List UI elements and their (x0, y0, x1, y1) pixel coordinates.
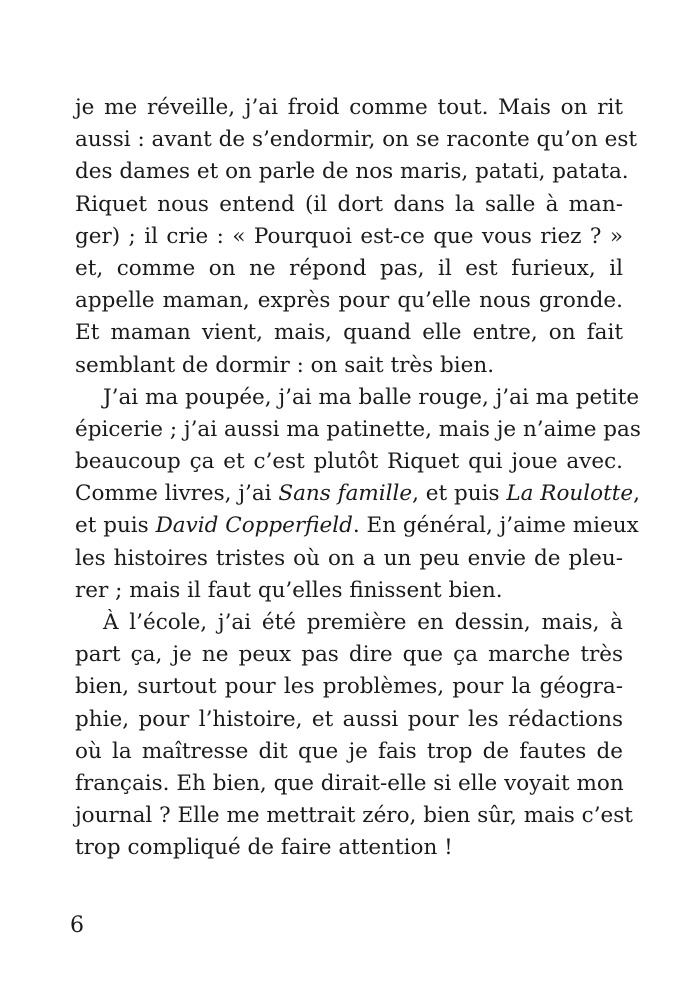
text-segment: et puis (75, 513, 156, 539)
text-line: journal ? Elle me mettrait zéro, bien sûr, mais c’est (75, 803, 633, 829)
book-title: La Roulotte (506, 481, 634, 507)
text-segment: , (633, 481, 640, 507)
text-line: où la maîtresse dit que je fais trop de fautes de (75, 738, 623, 764)
text-segment: . En général, j’aime mieux (352, 513, 639, 539)
text-line: français. Eh bien, que dirait-elle si elle voyait mon (75, 770, 624, 796)
text-segment: Comme livres, j’ai (75, 481, 279, 507)
body-text (75, 92, 641, 865)
text-line: J’ai ma poupée, j’ai ma balle rouge, j’ai ma petite (103, 384, 640, 410)
text-line: je me réveille, j’ai froid comme tout. Mais on rit (75, 95, 623, 120)
text-line: rer ; mais il faut qu’elles finissent bien. (75, 577, 503, 603)
text-line: appelle maman, exprès pour qu’elle nous gronde. (75, 288, 623, 314)
text-line: ger) ; il crie : « Pourquoi est-ce que vous riez ? » (75, 223, 623, 249)
text-line: épicerie ; j’ai aussi ma patinette, mais je n’aime pas (75, 416, 641, 442)
text-line: part ça, je ne peux pas dire que ça marche très (75, 642, 623, 668)
text-line: bien, surtout pour les problèmes, pour la géogra- (75, 674, 623, 700)
text-line: trop compliqué de faire attention ! (75, 835, 453, 861)
text-line-with-title (75, 510, 639, 542)
book-title: Sans famille (278, 481, 413, 507)
text-line: les histoires tristes où on a un peu envie de pleu- (75, 545, 623, 571)
book-title: David Copperfield (155, 513, 353, 539)
text-segment: , et puis (412, 481, 507, 507)
text-line: semblant de dormir : on sait très bien. (75, 352, 495, 378)
text-line: aussi : avant de s’endormir, on se raconte qu’on est (75, 127, 638, 153)
page-number: 6 (70, 913, 84, 938)
text-line: phie, pour l’histoire, et aussi pour les rédactions (75, 706, 623, 732)
text-line: Et maman vient, mais, quand elle entre, on fait (75, 320, 623, 346)
text-line: beaucoup ça et c’est plutôt Riquet qui joue avec. (75, 449, 623, 475)
text-line: des dames et on parle de nos maris, patati, patata. (75, 159, 629, 185)
text-line: À l’école, j’ai été première en dessin, mais, à (103, 610, 623, 635)
text-line-with-titles (75, 478, 640, 510)
text-line: et, comme on ne répond pas, il est furieux, il (75, 255, 623, 281)
text-line: Riquet nous entend (il dort dans la salle à man- (75, 191, 623, 217)
